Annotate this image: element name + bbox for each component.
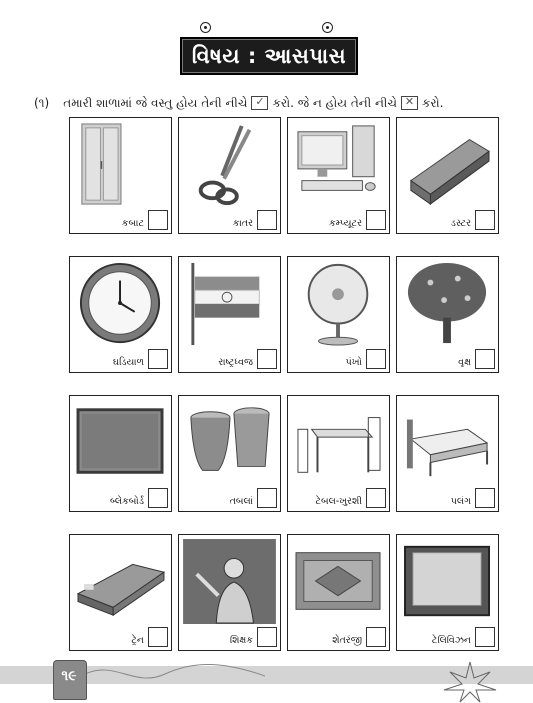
- item-label: વૃક્ષ: [458, 357, 471, 368]
- cupboard-icon: [74, 122, 167, 207]
- item-label: પલંગ: [450, 496, 471, 507]
- carpet-icon: [292, 539, 385, 624]
- item-card-teacher: [178, 534, 281, 651]
- scissors-icon: [183, 122, 276, 207]
- item-card-train: [69, 534, 172, 651]
- train-icon: [74, 539, 167, 624]
- item-card-clock: [69, 256, 172, 373]
- instruction-text-3: કરો.: [421, 95, 444, 110]
- item-label: ટ્રેન: [131, 635, 144, 646]
- item-card-fan: [287, 256, 390, 373]
- footer-sparkle-decoration: [440, 660, 500, 703]
- item-card-blackboard: [69, 395, 172, 512]
- answer-checkbox[interactable]: [257, 488, 277, 508]
- item-card-tree: [396, 256, 499, 373]
- item-card-flag: [178, 256, 281, 373]
- tree-icon: [401, 261, 494, 346]
- tick-sample-box: [251, 96, 268, 110]
- item-card-computer: [287, 117, 390, 234]
- item-card-carpet: [287, 534, 390, 651]
- item-card-duster: [396, 117, 499, 234]
- page-title: વિષય : આસપાસ: [191, 43, 347, 68]
- teacher-icon: [183, 539, 276, 624]
- tabla-icon: [183, 400, 276, 485]
- footer-wire-decoration: [85, 660, 265, 690]
- answer-checkbox[interactable]: [475, 210, 495, 230]
- answer-checkbox[interactable]: [148, 349, 168, 369]
- answer-checkbox[interactable]: [148, 627, 168, 647]
- item-label: બ્લેકબોર્ડ: [109, 496, 144, 507]
- item-label: તબલાં: [229, 496, 253, 507]
- question-instruction: [34, 92, 514, 114]
- answer-checkbox[interactable]: [148, 488, 168, 508]
- binder-hole-right: [322, 22, 333, 33]
- page-number: ૧૯: [61, 668, 77, 684]
- blackboard-icon: [74, 400, 167, 485]
- answer-checkbox[interactable]: [366, 488, 386, 508]
- answer-checkbox[interactable]: [257, 349, 277, 369]
- item-label: ઘડિયાળ: [112, 357, 144, 368]
- table-chair-icon: [292, 400, 385, 485]
- national-flag-icon: [183, 261, 276, 346]
- item-label: કબાટ: [121, 218, 144, 229]
- cross-sample-box: [401, 96, 418, 110]
- answer-checkbox[interactable]: [257, 627, 277, 647]
- cross-icon: ✕: [404, 95, 415, 108]
- answer-checkbox[interactable]: [257, 210, 277, 230]
- item-label: ડસ્ટર: [450, 218, 471, 229]
- item-card-television: [396, 534, 499, 651]
- item-card-cupboard: [69, 117, 172, 234]
- television-icon: [401, 539, 494, 624]
- answer-checkbox[interactable]: [366, 627, 386, 647]
- item-label: ટેબલ-ખુરશી: [315, 496, 362, 507]
- page-footer: [0, 660, 533, 703]
- clock-icon: [74, 261, 167, 346]
- subject-title-box: [180, 37, 358, 75]
- item-card-scissors: [178, 117, 281, 234]
- tick-icon: ✓: [255, 95, 265, 108]
- answer-checkbox[interactable]: [475, 349, 495, 369]
- fan-icon: [292, 261, 385, 346]
- question-number: (૧): [34, 95, 50, 110]
- item-label: કાતર: [232, 218, 253, 229]
- computer-icon: [292, 122, 385, 207]
- instruction-text-1: તમારી શાળામાં જે વસ્તુ હોય તેની નીચે: [63, 95, 248, 110]
- answer-checkbox[interactable]: [366, 349, 386, 369]
- duster-icon: [401, 122, 494, 207]
- answer-checkbox[interactable]: [148, 210, 168, 230]
- items-grid: [69, 117, 499, 651]
- binder-hole-left: [200, 22, 211, 33]
- item-card-table-chair: [287, 395, 390, 512]
- item-label: શિક્ષક: [229, 635, 253, 646]
- answer-checkbox[interactable]: [475, 627, 495, 647]
- item-card-tabla: [178, 395, 281, 512]
- answer-checkbox[interactable]: [475, 488, 495, 508]
- answer-checkbox[interactable]: [366, 210, 386, 230]
- item-label: કમ્પ્યૂટર: [329, 218, 362, 229]
- item-label: શેતરંજી: [332, 635, 362, 646]
- item-label: પંખો: [345, 357, 362, 368]
- item-label: ટેલિવિઝન: [431, 635, 471, 646]
- instruction-text-2: કરો. જે ન હોય તેની નીચે: [272, 95, 397, 110]
- bed-icon: [401, 400, 494, 485]
- item-label: રાષ્ટ્રધ્વજ: [218, 357, 253, 368]
- item-card-bed: [396, 395, 499, 512]
